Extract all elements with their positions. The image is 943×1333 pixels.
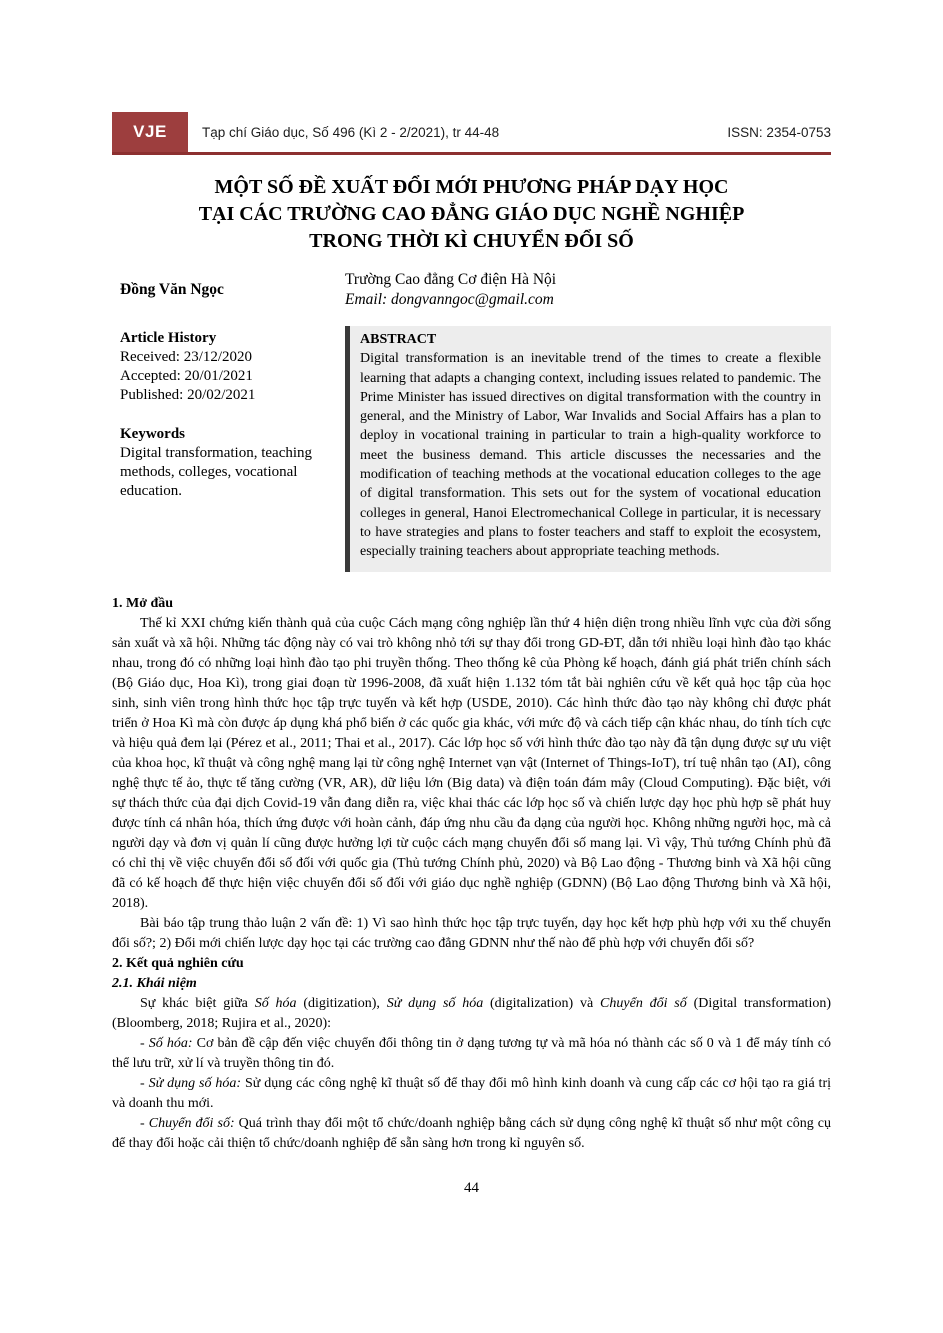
- title-line-2: TẠI CÁC TRƯỜNG CAO ĐẲNG GIÁO DỤC NGHỀ NGHIỆP: [198, 203, 745, 225]
- article-meta-column: [112, 326, 345, 572]
- received-date: Received: 23/12/2020: [120, 349, 253, 365]
- keywords-text: Digital transformation, teaching methods, colleges, vocational education.: [120, 445, 313, 499]
- definition-2-dash: -: [140, 1075, 149, 1091]
- meta-abstract-row: [112, 326, 831, 572]
- concepts-seg-3: (digitalization) và: [483, 995, 601, 1011]
- header-rule: [112, 152, 831, 155]
- journal-logo: VJE: [112, 112, 188, 152]
- article-title: [112, 174, 831, 255]
- abstract-box: [345, 326, 831, 572]
- definition-3-term: Chuyển đổi số:: [148, 1115, 235, 1131]
- definition-1-text: Cơ bản đề cập đến việc chuyển đổi thông tin ở dạng tương tự và mã hóa nó thành các số 0 và 1 để máy tính có thể lưu trữ, xử lí và truyền thông tin đó.: [112, 1035, 831, 1071]
- article-history-heading: Article History: [120, 330, 217, 346]
- journal-masthead: [112, 112, 831, 152]
- section-2-heading: 2. Kết quả nghiên cứu: [112, 955, 244, 971]
- definition-2-term: Sử dụng số hóa:: [148, 1075, 242, 1091]
- accepted-date: Accepted: 20/01/2021: [120, 368, 253, 384]
- author-affiliation-block: [345, 270, 556, 310]
- concepts-seg-2: (digitization),: [296, 995, 387, 1011]
- definition-digitalization: [112, 1074, 831, 1114]
- meta-spacer: [120, 405, 323, 425]
- concepts-term-1: Số hóa: [254, 995, 297, 1011]
- journal-citation: Tạp chí Giáo dục, Số 496 (Kì 2 - 2/2021), tr 44-48: [202, 124, 500, 140]
- section-1-paragraph-1: Thế kỉ XXI chứng kiến thành quả của cuộc Cách mạng công nghiệp lần thứ 4 hiện diện trong nhiều lĩnh vực của đời sống sản xuất và xã hội. Những tác động này có vai trò không nhỏ tới sự thay đổi trong GD-ĐT, dẫn tới nhiều loại hình đào tạo khác nhau, trong đó có những loại hình đào tạo phi truyền thống. Theo thống kê của Phòng kế hoạch, đánh giá phát triển chính sách (Bộ Giáo dục, Hoa Kì), trong giai đoạn từ 1996-2008, đã xuất hiện 1.132 tóm tắt bài nghiên cứu về kết quả học tập của học sinh, sinh viên trong hình thức học tập trực tuyến và kết hợp (USDE, 2010). Các hình thức đào tạo này không chỉ được phát triển ở Hoa Kì mà còn được áp dụng khá phổ biến ở các quốc gia khác, với mức độ và cách tiếp cận khác nhau, do tính tích cực và hiệu quả đem lại (Pérez et al., 2011; Thai et al., 2017). Các lớp học số với hình thức đào tạo này đã tận dụng được sự ưu việt của khoa học, kĩ thuật và công nghệ mang lại từ công nghệ Internet vạn vật (Internet of Things-IoT), trí tuệ nhân tạo (AI), công nghệ thực tế ảo, thực tế tăng cường (VR, AR), dữ liệu lớn (Big data) và điện toán đám mây (Cloud Computing). Đặc biệt, với sự thách thức của đại dịch Covid-19 vẫn đang diễn ra, việc khai thác các lớp học số và chiến lược dạy học phù hợp sẽ phát huy được tính cá nhân hóa, thích ứng được với hoàn cảnh, đáp ứng nhu cầu đa dạng của người học. Không những người học, mà cả người dạy và đơn vị quản lí cũng được hưởng lợi từ cuộc cách mạng chuyển đổi số mang lại. Vì vậy, Thủ tướng Chính phủ đã có chỉ thị về việc chuyển đổi số đối với quốc gia (Thủ tướng Chính phủ, 2020) và Bộ Lao động - Thương binh và Xã hội cũng đã có kế hoạch để thực hiện việc chuyển đổi số đối với giáo dục nghề nghiệp (GDNN) (Bộ Lao động Thương binh và Xã hội, 2018).: [112, 615, 831, 911]
- page-content: [112, 112, 831, 1154]
- title-line-3: TRONG THỜI KÌ CHUYỂN ĐỔI SỐ: [309, 230, 634, 252]
- author-affiliation: Trường Cao đẳng Cơ điện Hà Nội: [345, 271, 557, 288]
- title-line-1: MỘT SỐ ĐỀ XUẤT ĐỔI MỚI PHƯƠNG PHÁP DẠY HỌC: [214, 176, 729, 198]
- keywords-heading: Keywords: [120, 426, 185, 442]
- abstract-heading: ABSTRACT: [360, 332, 437, 347]
- definition-3-dash: -: [140, 1115, 149, 1131]
- author-email: Email: dongvanngoc@gmail.com: [345, 291, 554, 308]
- published-date: Published: 20/02/2021: [120, 387, 256, 403]
- article-body: [112, 594, 831, 1154]
- section-1-heading: 1. Mở đầu: [112, 595, 174, 611]
- concepts-seg-4: (Digital transformation) (Bloomberg, 2018; Rujira et al., 2020):: [112, 995, 831, 1031]
- section-1-paragraph-2: Bài báo tập trung thảo luận 2 vấn đề: 1) Vì sao hình thức học tập trực tuyến, dạy học kết hợp phù hợp với xu thế chuyển đổi số?; 2) Đổi mới chiến lược dạy học tại các trường cao đẳng GDNN như thế nào để phù hợp với chuyển đổi số?: [112, 915, 831, 951]
- concepts-intro-paragraph: [112, 994, 831, 1034]
- concepts-term-3: Chuyển đổi số: [600, 995, 687, 1011]
- definition-1-term: Số hóa:: [148, 1035, 193, 1051]
- concepts-term-2: Sử dụng số hóa: [386, 995, 484, 1011]
- concepts-seg-1: Sự khác biệt giữa: [140, 995, 255, 1011]
- page-number: 44: [464, 1180, 479, 1196]
- section-2-1-heading: 2.1. Khái niệm: [112, 975, 197, 991]
- journal-issn: ISSN: 2354-0753: [727, 124, 831, 140]
- abstract-text: Digital transformation is an inevitable trend of the times to create a flexible learning that adapts a changing context, including issues related to pandemic. The Prime Minister has issued directives on digital transformation with the country in general, and the Ministry of Labor, War Invalids and Social Affairs has a plan to deploy in vocational training in particular to train a high-quality workforce to meet the business demand. This article discusses the necessaries and the modification of teaching methods at the vocational education colleges to the age of digital transformation. This sets out for the system of vocational education colleges in general, Hanoi Electromechanical College in particular, it is necessary to have strategies and plans to foster teachers and staff to exploit the ecosystem, especially training teachers about appropriate teaching methods.: [360, 351, 821, 560]
- definition-3-text: Quá trình thay đổi một tổ chức/doanh nghiệp bằng cách sử dụng công nghệ kĩ thuật số như một công cụ để thay đổi hoặc cải thiện tổ chức/doanh nghiệp để sẵn sàng hơn trong kỉ nguyên số.: [112, 1115, 831, 1151]
- definition-digitization: [112, 1034, 831, 1074]
- author-name: Đồng Văn Ngọc: [120, 281, 224, 298]
- definition-1-dash: -: [140, 1035, 149, 1051]
- definition-2-text: Sử dụng các công nghệ kĩ thuật số để thay đổi mô hình kinh doanh và cung cấp các cơ hội tạo ra giá trị và doanh thu mới.: [112, 1075, 832, 1111]
- definition-digital-transformation: [112, 1114, 831, 1154]
- author-block: [112, 270, 831, 310]
